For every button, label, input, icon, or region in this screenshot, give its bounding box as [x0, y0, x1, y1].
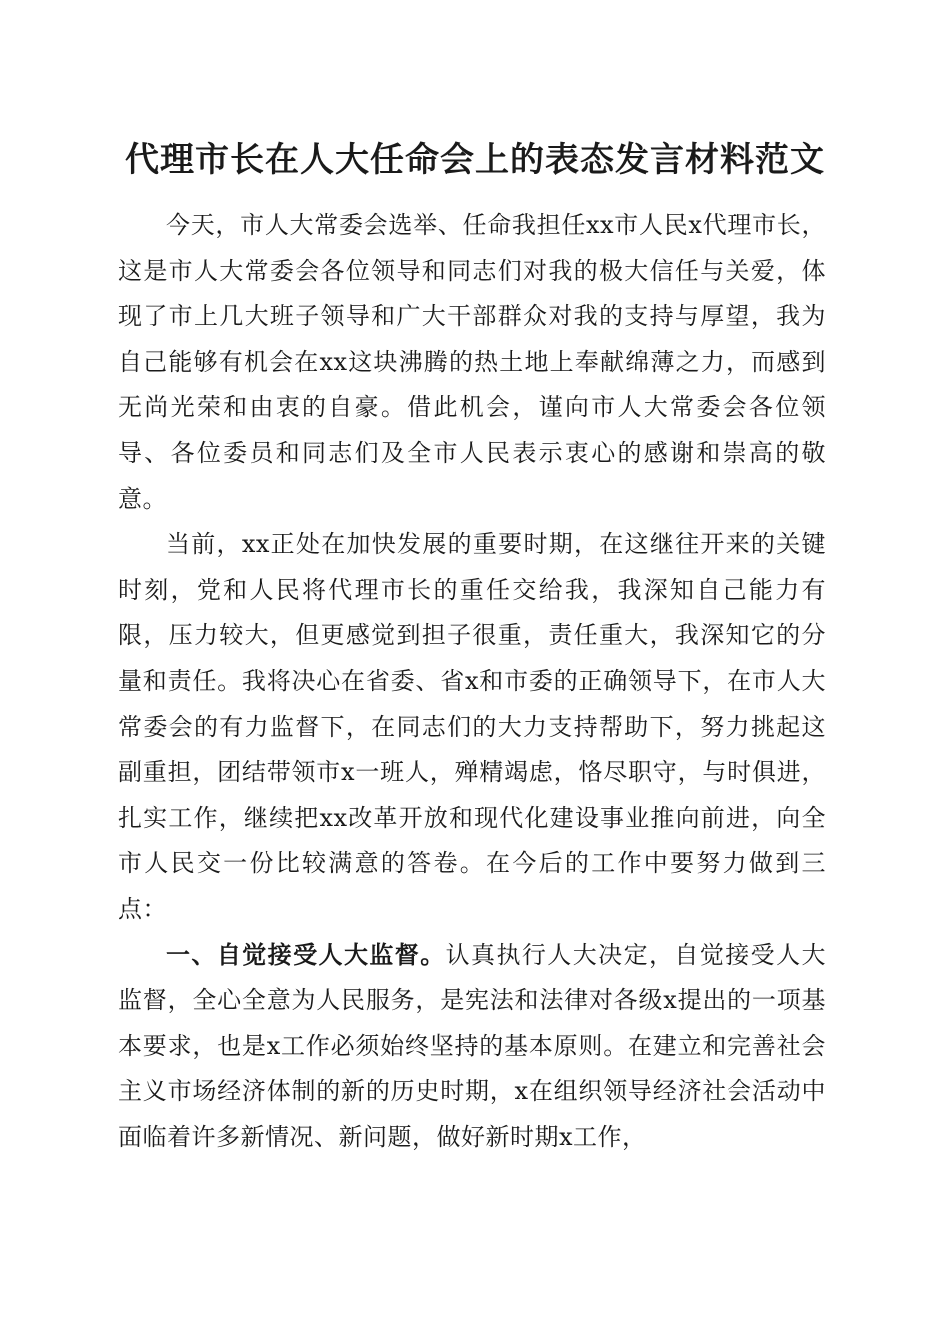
document-title: 代理市长在人大任命会上的表态发言材料范文 — [125, 140, 825, 180]
section-one-heading: 一、自觉接受人大监督。 — [166, 940, 446, 969]
paragraph-opening: 今天，市人大常委会选举、任命我担任xx市人民x代理市长，这是市人大常委会各位领导和同志们对我的极大信任与关爱，体现了市上几大班子领导和广大干部群众对我的支持与厚望，我为自己能够有机会在xx这块沸腾的热土地上奉献绵薄之力，而感到无尚光荣和由衷的自豪。借此机会，谨向市人大常委会各位领导、各位委员和同志们及全市人民表示衷心的感谢和崇高的敬意。 — [118, 211, 826, 513]
paragraph-current-situation: 当前，xx正处在加快发展的重要时期，在这继往开来的关键时刻，党和人民将代理市长的重任交给我，我深知自己能力有限，压力较大，但更感觉到担子很重，责任重大，我深知它的分量和责任。我将决心在省委、省x和市委的正确领导下，在市人大常委会的有力监督下，在同志们的大力支持帮助下，努力挑起这副重担，团结带领市x一班人，殚精竭虑，恪尽职守，与时俱进，扎实工作，继续把xx改革开放和现代化建设事业推向前进，向全市人民交一份比较满意的答卷。在今后的工作中要努力做到三点： — [118, 530, 826, 923]
paragraph-section-one — [118, 933, 826, 1161]
section-one-text: 认真执行人大决定，自觉接受人大监督，全心全意为人民服务，是宪法和法律对各级x提出的一项基本要求，也是x工作必须始终坚持的基本原则。在建立和完善社会主义市场经济体制的新的历史时期，x在组织领导经济社会活动中面临着许多新情况、新问题，做好新时期x工作， — [118, 940, 827, 1151]
document-body — [118, 203, 826, 1160]
